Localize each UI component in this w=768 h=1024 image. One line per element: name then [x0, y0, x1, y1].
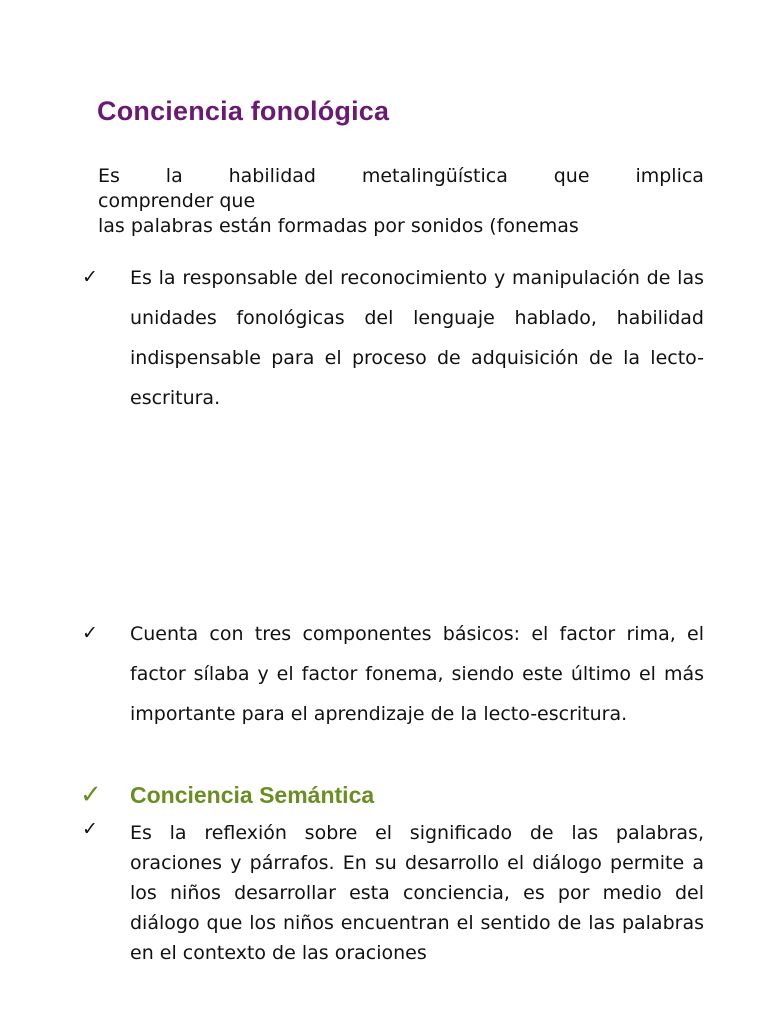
- bullet-text: Es la responsable del reconocimiento y manipulación de las unidades fonológicas del lenguaje hablado, habilidad indispensable para el proceso de adquisición de la lecto-escritura.: [130, 267, 704, 409]
- intro-word: implica: [635, 165, 704, 187]
- bullet-semantica-1: [98, 818, 704, 968]
- checkmark-icon: ✓: [82, 622, 98, 644]
- checkmark-icon: ✓: [80, 780, 102, 810]
- intro-word: que: [553, 165, 590, 187]
- intro-line-3: las palabras están formadas por sonidos (fonemas: [98, 215, 579, 237]
- intro-word: la: [165, 165, 183, 187]
- bullet-fonologica-1: [98, 258, 704, 418]
- heading-conciencia-fonologica: Conciencia fonológica: [97, 96, 390, 126]
- bullet-fonologica-2: [98, 614, 704, 734]
- heading-conciencia-semantica: Conciencia Semántica: [130, 782, 375, 808]
- checkmark-icon: ✓: [82, 818, 98, 840]
- checkmark-icon: ✓: [82, 266, 98, 288]
- intro-word: Es: [98, 165, 120, 187]
- intro-first-line: [98, 164, 704, 189]
- bullet-text: Es la reflexión sobre el significado de las palabras, oraciones y párrafos. En su desarrollo el diálogo permite a los niños desarrollar esta conciencia, es por medio del diálogo que los niños encuentran el sentido de las palabras en el contexto de las oraciones: [130, 822, 704, 964]
- intro-line-2: comprender que: [98, 190, 256, 212]
- intro-word: metalingüística: [361, 165, 508, 187]
- bullet-text: Cuenta con tres componentes básicos: el factor rima, el factor sílaba y el factor fonema, siendo este último el más importante para el aprendizaje de la lecto-escritura.: [130, 623, 704, 725]
- intro-paragraph: [98, 164, 704, 239]
- intro-word: habilidad: [228, 165, 316, 187]
